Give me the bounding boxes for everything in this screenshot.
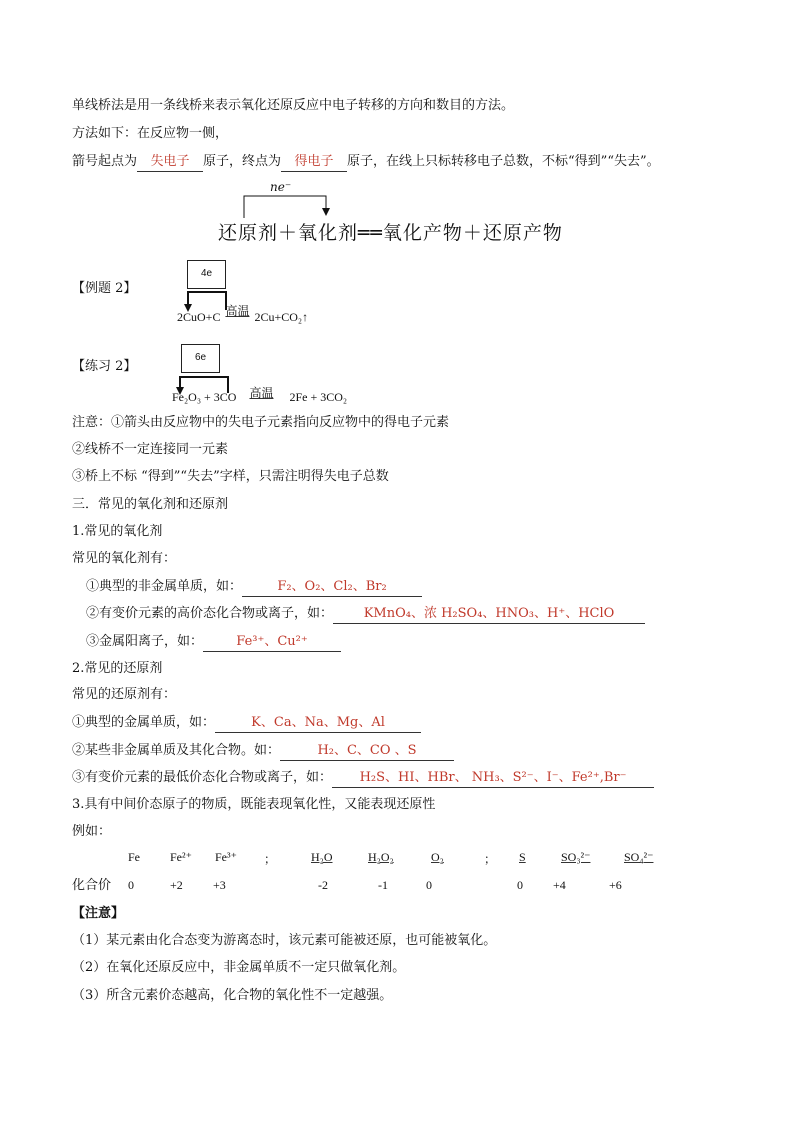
reductant-row-1 (72, 714, 421, 733)
valence-s: 0 (517, 878, 523, 892)
practice2-reactants: Fe₂O₃ + 3CO (172, 390, 237, 404)
oxidant-row-2 (86, 605, 645, 624)
species-fe: Fe (128, 850, 140, 864)
species-so3: SO₃²⁻ (561, 850, 591, 864)
intermediate-valence-heading: 3.具有中间价态原子的物质，既能表现氧化性，又能表现还原性 (72, 797, 436, 812)
example2-tag: 【例题 2】 (72, 281, 137, 296)
example2-reactants: 2CuO+C (177, 310, 221, 324)
intro-text-b: 原子，终点为 (203, 154, 282, 169)
attention-point-1: （1）某元素由化合态变为游离态时，该元素可能被还原，也可能被氧化。 (72, 933, 497, 948)
separator-2: ； (484, 852, 497, 866)
attention-title: 【注意】 (72, 906, 125, 921)
intro-line-2: 方法如下：在反应物一侧， (72, 126, 229, 141)
reductant-row-3 (72, 769, 654, 788)
oxidant-3-label: ③金属阳离子，如： (86, 634, 204, 649)
example2-equation (177, 304, 309, 325)
oxidant-row-1 (86, 578, 422, 597)
reductant-3-answer: H₂S、HI、HBr、 NH₃、S²⁻、I⁻、Fe²⁺,Br⁻ (332, 769, 654, 788)
intro-text-a: 箭号起点为 (72, 154, 138, 169)
reductants-intro: 常见的还原剂有： (72, 687, 177, 702)
practice2-equation (172, 388, 347, 405)
reductant-1-answer: K、Ca、Na、Mg、Al (215, 714, 421, 733)
species-so4: SO₄²⁻ (624, 850, 654, 864)
valence-o2: 0 (426, 878, 432, 892)
reductant-2-answer: H₂、C、CO 、S (280, 742, 454, 761)
species-o2: O₂ (431, 850, 444, 864)
valence-h2o: -2 (318, 878, 328, 892)
intro-line-1: 单线桥法是用一条线桥来表示氧化还原反应中电子转移的方向和数目的方法。 (72, 98, 515, 113)
oxidant-3-answer: Fe³⁺、Cu²⁺ (203, 633, 341, 652)
example2-electron-box: 4e (187, 260, 226, 289)
ne-label: ne⁻ (270, 180, 292, 194)
blank-gain-electron: 得电子 (281, 153, 347, 172)
practice2-electron-box: 6e (181, 344, 220, 373)
oxidants-intro: 常见的氧化剂有： (72, 551, 177, 566)
attention-point-3: （3）所含元素价态越高，化合物的氧化性不一定越强。 (72, 988, 393, 1003)
oxidant-2-answer: KMnO₄、浓 H₂SO₄、HNO₃、H⁺、HClO (333, 605, 645, 624)
species-fe2: Fe²⁺ (170, 850, 192, 864)
blank-lose-electron: 失电子 (137, 153, 203, 172)
reductant-1-label: ①典型的金属单质，如： (72, 715, 216, 730)
example2-products: 2Cu+CO₂↑ (254, 310, 309, 324)
species-h2o: H₂O (311, 850, 333, 864)
practice2-tag: 【练习 2】 (72, 359, 137, 374)
species-s: S (519, 850, 526, 864)
intro-line-3 (72, 153, 660, 172)
reductant-2-label: ②某些非金属单质及其化合物。如： (72, 743, 281, 758)
valence-fe3: +3 (213, 878, 226, 892)
valence-so3: +4 (553, 878, 566, 892)
note-2: ②线桥不一定连接同一元素 (72, 442, 229, 457)
practice2-products: 2Fe + 3CO₂ (289, 390, 348, 404)
section3-title: 三．常见的氧化剂和还原剂 (72, 497, 229, 512)
intro-text-c: 原子，在线上只标转移电子总数，不标“得到”“失去”。 (347, 154, 660, 169)
reductants-heading: 2.常见的还原剂 (72, 661, 163, 676)
species-h2o2: H₂O₂ (368, 850, 394, 864)
general-equation: 还原剂＋氧化剂══氧化产物＋还原产物 (218, 222, 563, 244)
valence-h2o2: -1 (378, 878, 388, 892)
oxidant-1-answer: F₂、O₂、Cl₂、Br₂ (242, 578, 422, 597)
example2-condition: 高温 (225, 304, 250, 318)
separator-1: ； (264, 852, 277, 866)
species-fe3: Fe³⁺ (215, 850, 237, 864)
oxidant-row-3 (86, 633, 341, 652)
oxidants-heading: 1.常见的氧化剂 (72, 524, 163, 539)
practice2-condition: 高温 (249, 386, 274, 400)
oxidant-1-label: ①典型的非金属单质，如： (86, 579, 243, 594)
valence-fe2: +2 (170, 878, 183, 892)
valence-fe: 0 (128, 878, 134, 892)
attention-point-2: （2）在氧化还原反应中，非金属单质不一定只做氧化剂。 (72, 960, 406, 975)
note-3: ③桥上不标 “得到”“失去”字样，只需注明得失电子总数 (72, 469, 389, 484)
example-label: 例如： (72, 824, 112, 839)
reductant-row-2 (72, 742, 454, 761)
oxidant-2-label: ②有变价元素的高价态化合物或离子，如： (86, 606, 334, 621)
valence-row-label: 化合价 (72, 878, 112, 893)
note-1: 注意：①箭头由反应物中的失电子元素指向反应物中的得电子元素 (72, 415, 450, 430)
reductant-3-label: ③有变价元素的最低价态化合物或离子，如： (72, 770, 333, 785)
valence-so4: +6 (609, 878, 622, 892)
